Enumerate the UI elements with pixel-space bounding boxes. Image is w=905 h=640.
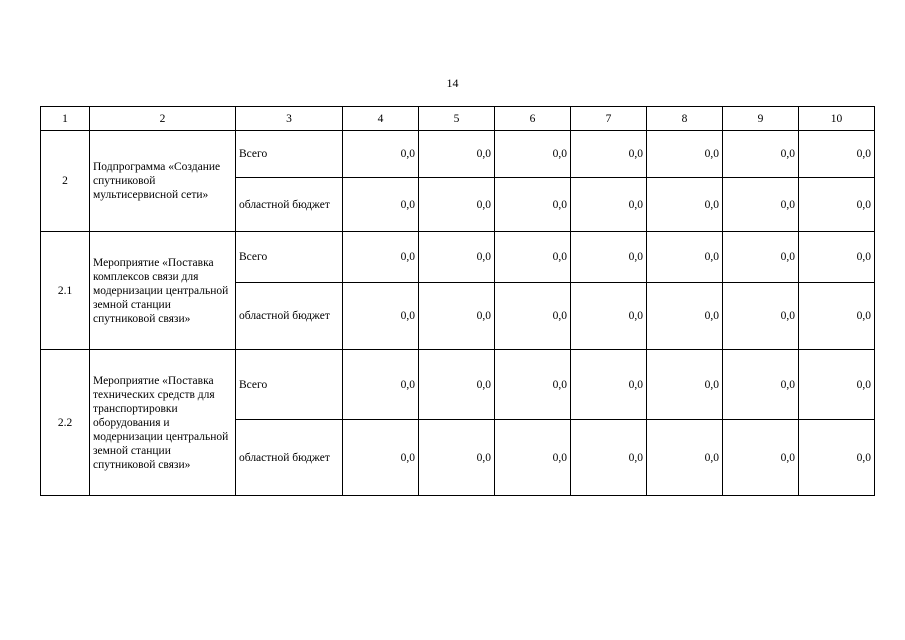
value-cell: 0,0	[343, 350, 419, 420]
item-number: 2.2	[41, 350, 90, 496]
value-cell: 0,0	[419, 131, 495, 178]
table-row	[41, 232, 875, 283]
funding-source: областной бюджет	[236, 420, 343, 496]
column-header: 9	[723, 107, 799, 131]
value-cell: 0,0	[647, 131, 723, 178]
value-cell: 0,0	[723, 178, 799, 232]
value-cell: 0,0	[723, 131, 799, 178]
page-number: 14	[446, 76, 459, 90]
value-cell: 0,0	[799, 420, 875, 496]
funding-source: областной бюджет	[236, 178, 343, 232]
value-cell: 0,0	[495, 420, 571, 496]
value-cell: 0,0	[495, 232, 571, 283]
value-cell: 0,0	[571, 178, 647, 232]
value-cell: 0,0	[647, 420, 723, 496]
column-header: 4	[343, 107, 419, 131]
value-cell: 0,0	[723, 283, 799, 350]
funding-source: областной бюджет	[236, 283, 343, 350]
column-header: 10	[799, 107, 875, 131]
value-cell: 0,0	[495, 350, 571, 420]
funding-source: Всего	[236, 131, 343, 178]
value-cell: 0,0	[419, 283, 495, 350]
value-cell: 0,0	[799, 178, 875, 232]
value-cell: 0,0	[647, 178, 723, 232]
column-header: 2	[90, 107, 236, 131]
funding-source: Всего	[236, 350, 343, 420]
value-cell: 0,0	[799, 131, 875, 178]
item-name: Мероприятие «Поставка комплексов связи для модернизации центральной земной станции спутниковой связи»	[90, 232, 236, 350]
value-cell: 0,0	[495, 283, 571, 350]
value-cell: 0,0	[343, 131, 419, 178]
value-cell: 0,0	[419, 178, 495, 232]
column-header: 1	[41, 107, 90, 131]
table-row	[41, 131, 875, 178]
value-cell: 0,0	[495, 178, 571, 232]
table-row	[41, 350, 875, 420]
budget-table	[40, 106, 875, 496]
value-cell: 0,0	[647, 350, 723, 420]
column-header: 3	[236, 107, 343, 131]
value-cell: 0,0	[571, 283, 647, 350]
column-header: 5	[419, 107, 495, 131]
value-cell: 0,0	[571, 232, 647, 283]
header-row	[41, 107, 875, 131]
column-header: 7	[571, 107, 647, 131]
funding-source: Всего	[236, 232, 343, 283]
value-cell: 0,0	[419, 232, 495, 283]
value-cell: 0,0	[343, 232, 419, 283]
column-header: 6	[495, 107, 571, 131]
value-cell: 0,0	[723, 350, 799, 420]
value-cell: 0,0	[419, 350, 495, 420]
item-name: Подпрограмма «Создание спутниковой мультисервисной сети»	[90, 131, 236, 232]
value-cell: 0,0	[571, 350, 647, 420]
value-cell: 0,0	[571, 420, 647, 496]
value-cell: 0,0	[799, 283, 875, 350]
value-cell: 0,0	[343, 283, 419, 350]
value-cell: 0,0	[343, 178, 419, 232]
value-cell: 0,0	[723, 420, 799, 496]
item-number: 2.1	[41, 232, 90, 350]
value-cell: 0,0	[799, 232, 875, 283]
value-cell: 0,0	[723, 232, 799, 283]
item-number: 2	[41, 131, 90, 232]
value-cell: 0,0	[495, 131, 571, 178]
value-cell: 0,0	[419, 420, 495, 496]
value-cell: 0,0	[647, 232, 723, 283]
value-cell: 0,0	[343, 420, 419, 496]
item-name: Мероприятие «Поставка технических средств для транспортировки оборудования и модернизации центральной земной станции спутниковой связи»	[90, 350, 236, 496]
column-header: 8	[647, 107, 723, 131]
value-cell: 0,0	[647, 283, 723, 350]
value-cell: 0,0	[799, 350, 875, 420]
value-cell: 0,0	[571, 131, 647, 178]
